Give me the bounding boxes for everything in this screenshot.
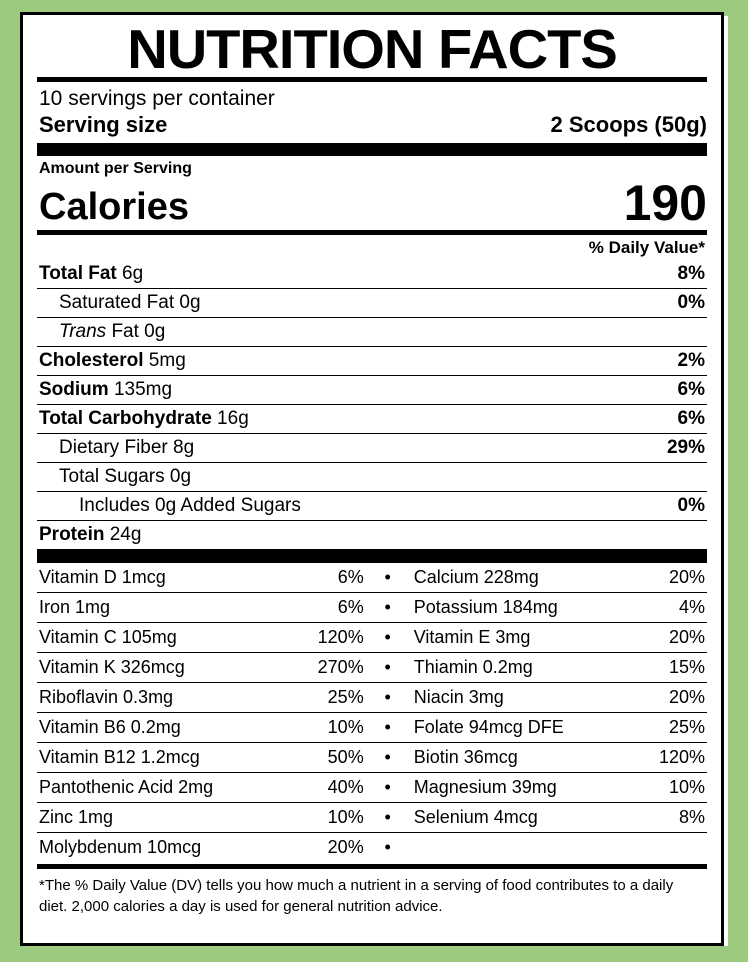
nutrient-name — [59, 292, 201, 314]
nutrient-daily-value: 8% — [677, 263, 705, 285]
vitamin-name-right: Selenium 4mcg — [402, 803, 636, 833]
nutrient-name-text: Saturated Fat — [59, 292, 175, 314]
vitamin-dv-right: 120% — [636, 743, 707, 773]
nutrient-name-text: Protein — [39, 524, 105, 546]
vitamin-dv-right: 4% — [636, 593, 707, 623]
nutrient-daily-value: 0% — [677, 292, 705, 314]
nutrient-daily-value: 0% — [677, 495, 705, 517]
vitamin-dv-left: 6% — [291, 593, 374, 623]
divider-under-serving-size — [37, 143, 707, 156]
vitamins-table — [37, 563, 707, 862]
nutrient-row — [37, 434, 707, 463]
nutrient-amount: 5mg — [143, 350, 186, 372]
vitamin-row — [37, 563, 707, 593]
decorative-frame-left — [0, 0, 20, 962]
nutrient-row — [37, 347, 707, 376]
nutrient-row — [37, 521, 707, 550]
nutrient-row — [37, 463, 707, 492]
nutrient-name-text: Sodium — [39, 379, 109, 401]
nutrient-amount: 0g Added Sugars — [149, 495, 301, 517]
bullet-separator-icon: • — [374, 683, 402, 713]
vitamin-dv-right: 25% — [636, 713, 707, 743]
nutrient-name-text: Total Carbohydrate — [39, 408, 212, 430]
vitamin-dv-left: 10% — [291, 713, 374, 743]
vitamin-row — [37, 833, 707, 863]
vitamin-row — [37, 623, 707, 653]
nutrient-amount: 135mg — [108, 379, 173, 401]
serving-size-row — [37, 112, 707, 143]
vitamin-dv-left: 270% — [291, 653, 374, 683]
vitamin-dv-right: 10% — [636, 773, 707, 803]
nutrient-list — [37, 260, 707, 550]
bullet-separator-icon: • — [374, 713, 402, 743]
bullet-separator-icon: • — [374, 773, 402, 803]
nutrient-name-text: Total Fat — [39, 263, 117, 285]
vitamin-row — [37, 683, 707, 713]
nutrient-name-text: Includes — [79, 495, 150, 517]
nutrient-daily-value: 29% — [666, 437, 705, 459]
serving-size-label: Serving size — [39, 112, 168, 138]
bullet-separator-icon: • — [374, 563, 402, 593]
decorative-frame-bottom — [0, 946, 748, 962]
vitamin-name-left: Vitamin D 1mcg — [37, 563, 291, 593]
nutrient-name — [79, 495, 301, 517]
vitamin-dv-left: 50% — [291, 743, 374, 773]
vitamin-dv-right: 20% — [636, 683, 707, 713]
nutrient-daily-value: 6% — [677, 408, 705, 430]
vitamin-name-right: Calcium 228mg — [402, 563, 636, 593]
bullet-separator-icon: • — [374, 623, 402, 653]
amount-per-serving-label: Amount per Serving — [39, 160, 192, 178]
nutrient-name — [59, 321, 165, 343]
bullet-separator-icon: • — [384, 837, 391, 858]
nutrient-name-text: Total Sugars — [59, 466, 165, 488]
vitamin-dv-left: 120% — [291, 623, 374, 653]
calories-row — [37, 175, 707, 232]
vitamin-row — [37, 803, 707, 833]
nutrient-name-text: Trans — [59, 321, 107, 343]
bullet-separator-icon: • — [374, 743, 402, 773]
vitamin-name-right — [402, 833, 636, 863]
vitamin-row — [37, 743, 707, 773]
vitamin-name-left: Pantothenic Acid 2mg — [37, 773, 291, 803]
vitamin-name-left: Vitamin K 326mcg — [37, 653, 291, 683]
nutrient-daily-value: 6% — [677, 379, 705, 401]
daily-value-footnote: *The % Daily Value (DV) tells you how much a nutrient in a serving of food contributes to a daily diet. 2,000 calories a day is used for general nutrition advice. — [39, 877, 674, 915]
nutrient-name — [59, 437, 194, 459]
nutrient-amount: 0g — [174, 292, 201, 314]
vitamin-name-left: Iron 1mg — [37, 593, 291, 623]
vitamin-dv-left: 20% — [327, 837, 364, 858]
vitamin-dv-left: 40% — [291, 773, 374, 803]
nutrient-amount: 0g — [164, 466, 192, 488]
vitamin-row — [37, 773, 707, 803]
nutrient-amount: 16g — [211, 408, 249, 430]
vitamin-name-left: Zinc 1mg — [37, 803, 291, 833]
calories-value: 190 — [623, 175, 707, 232]
vitamin-name-right: Niacin 3mg — [402, 683, 636, 713]
nutrition-facts-panel — [20, 12, 724, 946]
vitamin-dv-right — [636, 833, 707, 863]
vitamin-row — [37, 593, 707, 623]
vitamin-name-left: Vitamin B12 1.2mcg — [37, 743, 291, 773]
bullet-separator-icon: • — [374, 593, 402, 623]
daily-value-header: % Daily Value* — [588, 238, 705, 258]
nutrient-amount: 8g — [167, 437, 195, 459]
vitamin-name-right: Biotin 36mcg — [402, 743, 636, 773]
nutrient-amount: 6g — [116, 263, 144, 285]
vitamin-name-right: Magnesium 39mg — [402, 773, 636, 803]
vitamin-name-right: Folate 94mcg DFE — [402, 713, 636, 743]
nutrient-name-text: Cholesterol — [39, 350, 144, 372]
vitamin-name-left: Riboflavin 0.3mg — [37, 683, 291, 713]
vitamin-dv-left: 10% — [291, 803, 374, 833]
bullet-separator-icon: • — [374, 803, 402, 833]
bullet-separator-icon: • — [374, 653, 402, 683]
vitamin-dv-right: 8% — [636, 803, 707, 833]
vitamin-row — [37, 653, 707, 683]
divider-under-protein — [37, 550, 707, 563]
nutrient-name — [39, 350, 186, 372]
calories-label: Calories — [39, 186, 189, 229]
nutrient-name — [59, 466, 191, 488]
nutrient-amount: 24g — [104, 524, 142, 546]
vitamin-name-left: Vitamin C 105mg — [37, 623, 291, 653]
vitamin-dv-right: 20% — [636, 563, 707, 593]
nutrient-amount: Fat 0g — [106, 321, 166, 343]
vitamin-name-right: Thiamin 0.2mg — [402, 653, 636, 683]
nutrient-row — [37, 260, 707, 289]
servings-per-container: 10 servings per container — [39, 87, 275, 111]
vitamin-row — [37, 713, 707, 743]
nutrient-row — [37, 376, 707, 405]
decorative-frame-right — [728, 0, 748, 962]
serving-size-value: 2 Scoops (50g) — [550, 112, 707, 138]
nutrient-row — [37, 492, 707, 521]
nutrient-row — [37, 289, 707, 318]
vitamin-dv-left: 6% — [291, 563, 374, 593]
vitamin-dv-right: 15% — [636, 653, 707, 683]
nutrient-name — [39, 524, 141, 546]
nutrient-daily-value: 2% — [677, 350, 705, 372]
nutrient-name — [39, 263, 143, 285]
nutrient-row — [37, 318, 707, 347]
vitamin-name-left: Vitamin B6 0.2mg — [37, 713, 291, 743]
panel-title: NUTRITION FACTS — [127, 18, 617, 80]
vitamin-dv-left: 25% — [291, 683, 374, 713]
vitamin-name-right: Vitamin E 3mg — [402, 623, 636, 653]
vitamin-name-left: Molybdenum 10mcg — [39, 837, 202, 858]
nutrient-name — [39, 379, 172, 401]
nutrient-name — [39, 408, 249, 430]
vitamin-dv-right: 20% — [636, 623, 707, 653]
nutrient-name-text: Dietary Fiber — [59, 437, 168, 459]
vitamin-name-right: Potassium 184mg — [402, 593, 636, 623]
nutrient-row — [37, 405, 707, 434]
